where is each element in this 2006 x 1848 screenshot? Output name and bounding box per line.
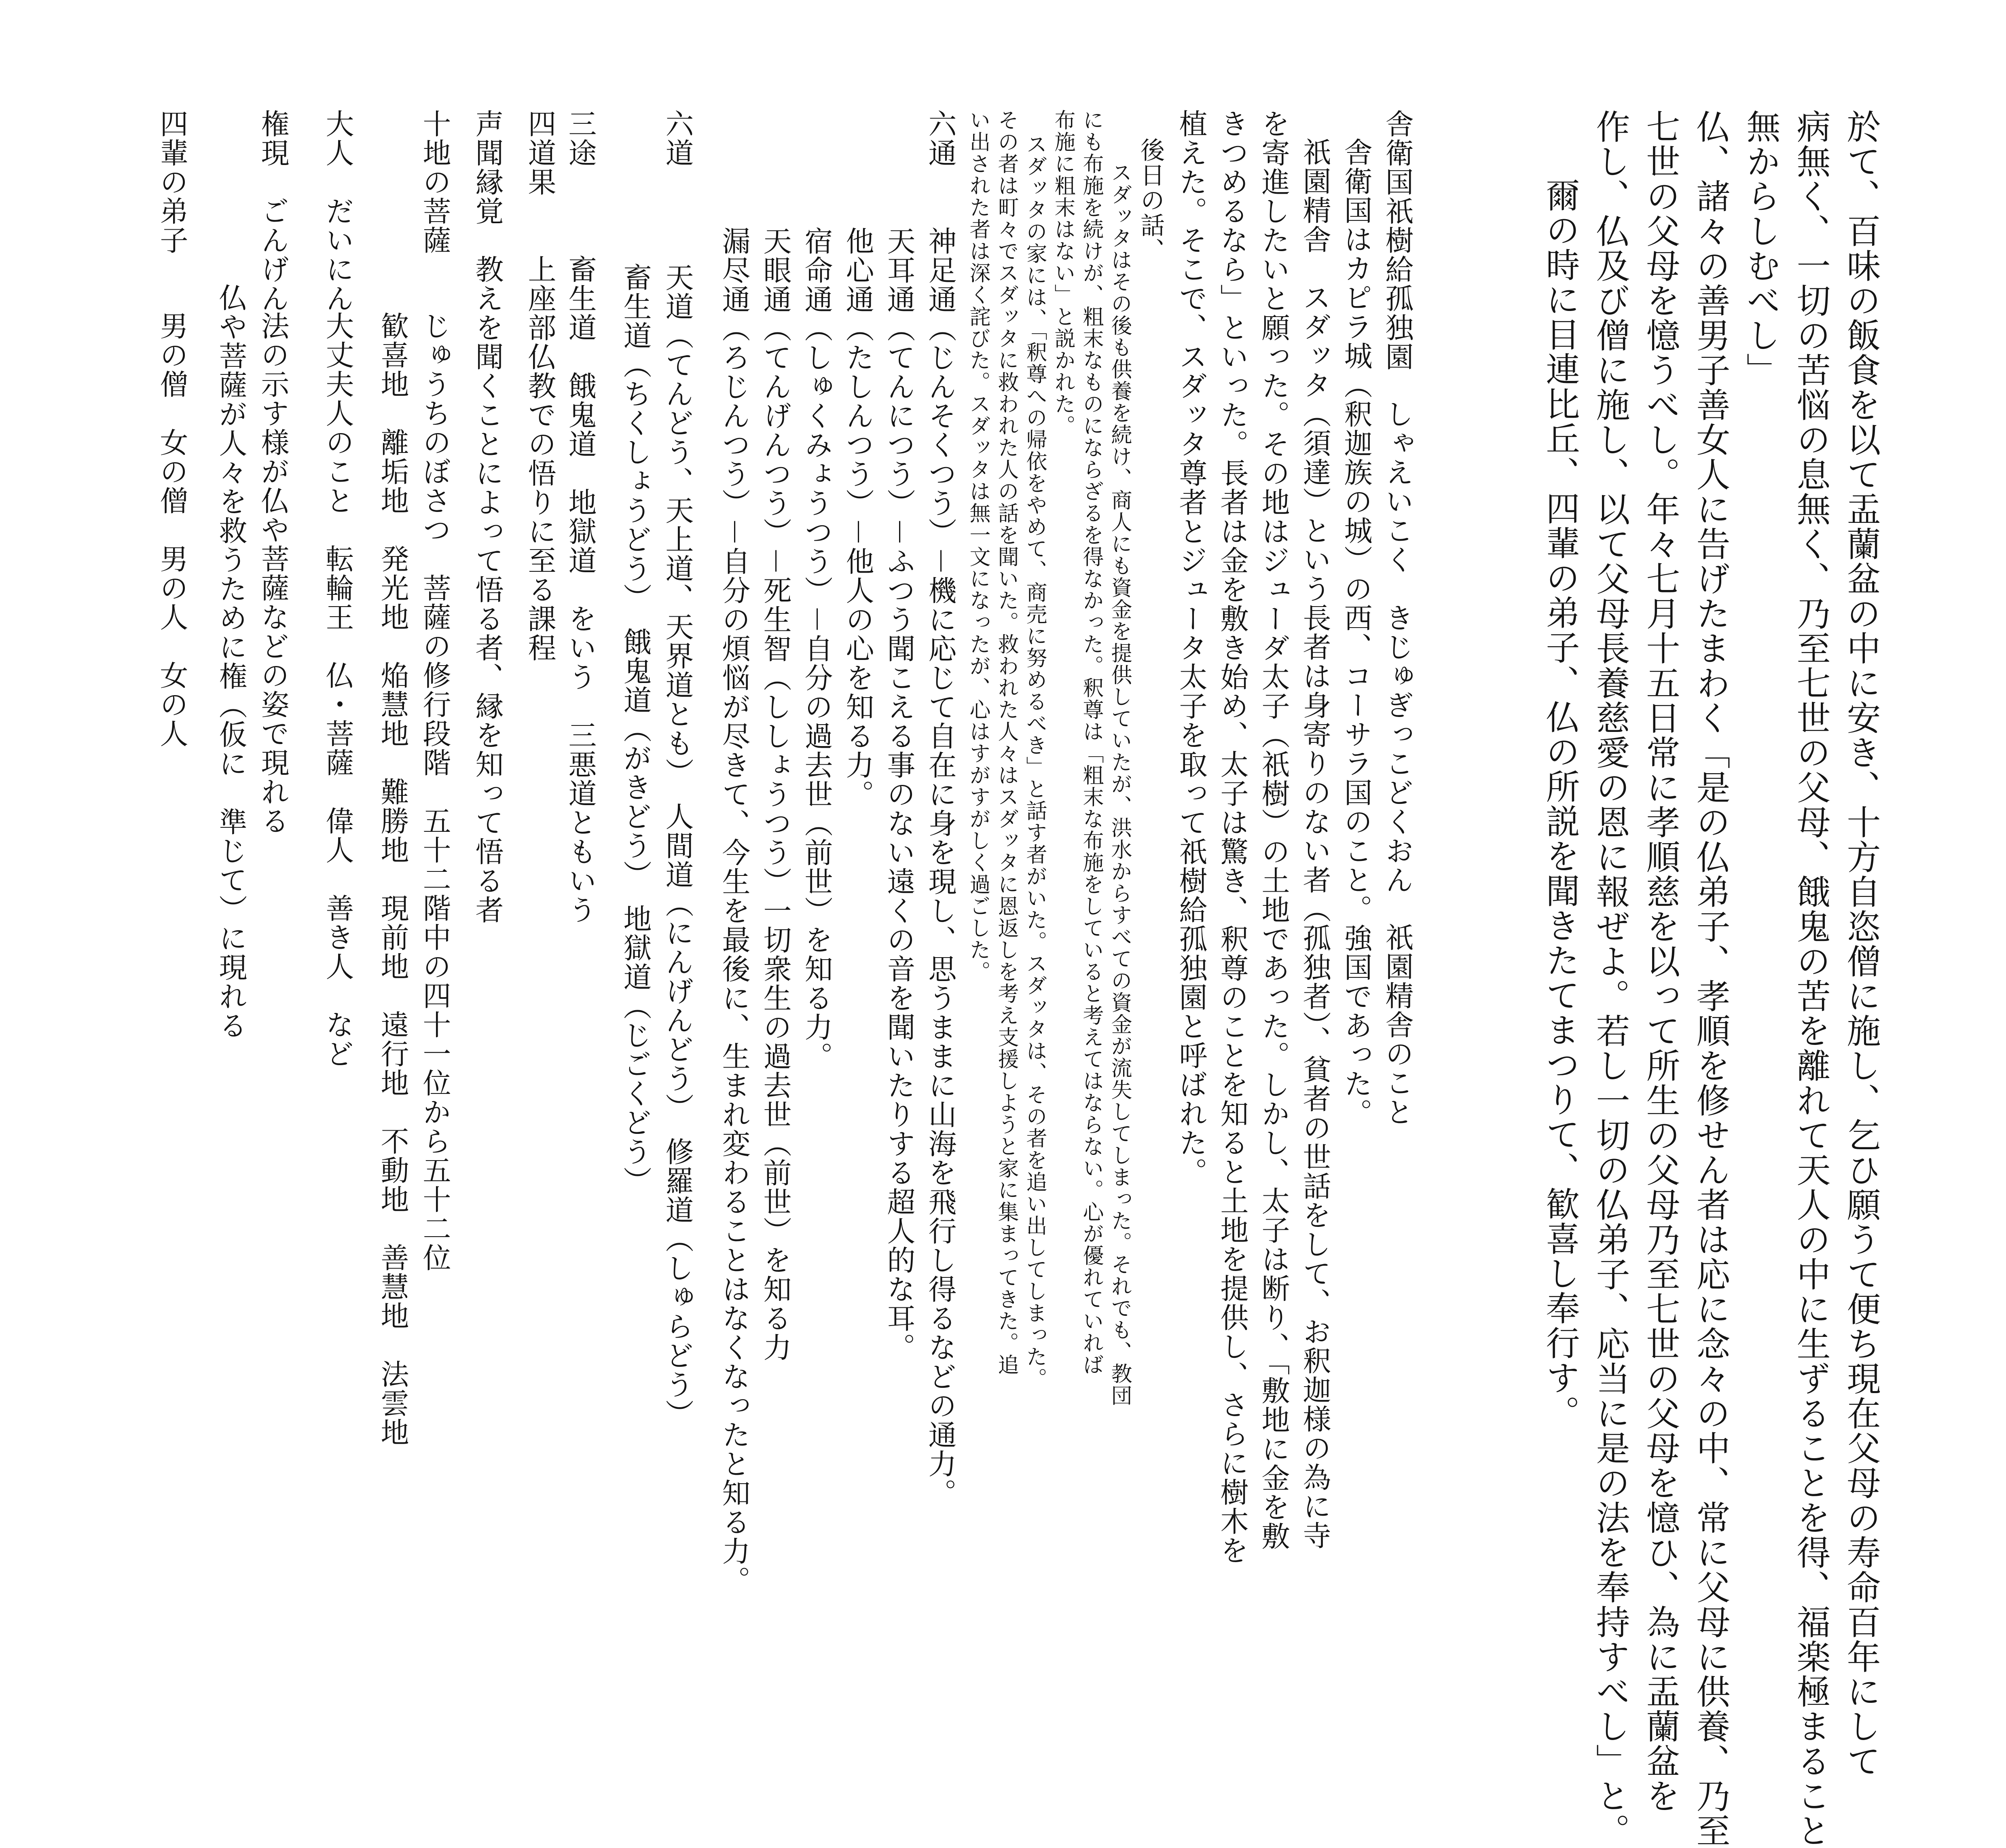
jetavana-line-1: 舎衛国はカピラ城（釈迦族の城）の西、コーサラ国のこと。強国であった。 [1339,137,1373,1127]
two-vehicles-line: 教えを聞くことによって悟る者、縁を知って悟る者 [471,255,504,924]
manifestation-line-2: 仏や菩薩が人々を救うために権（仮に 準じて）に現れる [214,283,248,1040]
two-vehicles-term: 声聞縁覚 [471,109,504,226]
sutra-line-2: 病無く、一切の苦悩の息無く、乃至七世の父母、餓鬼の苦を離れて天人の中に生ずることを得、福楽極まること [1791,109,1831,1848]
jetavana-line-3: を寄進したいと願った。その地はジューダ太子（祇樹）の土地であった。しかし、太子は断り、「敷地に金を敷 [1257,109,1290,1551]
later-story-line-1: スダッタはその後も供養を続け、商人にも資金を提供していたが、洪水からすべての資金が流失してしまった。それでも、教団 [1107,162,1132,1406]
sutra-line-6: 作し、仏及び僧に施し、以て父母長養慈愛の恩に報ぜよ。若し一切の仏弟子、応当に是の法を奉持すべし」と。 [1591,109,1630,1848]
sutra-line-3: 無からしむべし」 [1741,109,1781,387]
glossary-summary: 祇園精舎のこと [1381,923,1414,1127]
six-paths-term: 六道 [661,109,694,167]
jetavana-heading [1381,109,1414,1127]
glossary-reading: しゃえいこく きじゅぎっこどくおん [1381,400,1414,894]
six-paths-line-2: 畜生道（ちくしょうどう） 餓鬼道（がきどう） 地獄道（じごくどう） [619,263,652,1195]
six-paths-line-1: 天道（てんどう、天上道、天界道とも） 人間道（にんげんどう） 修羅道（しゅらどう） [661,263,694,1428]
six-powers-line-5: 天眼通（てんげんつう）－死生智（ししょうつう）一切衆生の過去世（前世）を知る力 [759,226,792,1362]
jetavana-line-2: 祇園精舎 スダッタ（須達）という長者は身寄りのない者（孤独者）、貧者の世話をして、お釈迦様の為に寺 [1298,137,1331,1550]
ten-stages-term: 十地の菩薩 [418,109,451,255]
later-story-line-6: い出された者は深く詫びた。スダッタは無一文になったが、心はすがすがしく過ごした。 [966,109,990,983]
ten-stages-line: じゅうちのぼさつ 菩薩の修行段階 五十二階中の四十一位から五十二位 [418,311,451,1272]
great-person-term: 大人 だいにん [321,109,354,313]
sutra-line-1: 於て、百味の飯食を以て盂蘭盆の中に安き、十方自恣僧に施し、乞ひ願うて便ち現在父母の寿命百年にして [1841,109,1881,1778]
great-person-line: 大丈夫人のこと 転輪王 仏・菩薩 偉人 善き人 など [321,311,354,1068]
four-fruits-term: 四道果 [523,109,557,197]
six-powers-line-1: 神足通（じんそくつう）－機に応じて自在に身を現し、思うままに山海を飛行し得るなどの通力。 [924,226,957,1508]
later-story-title: 後日の話、 [1136,137,1165,263]
jetavana-line-4: きつめるなら」といった。長者は金を敷き始め、太子は驚き、釈尊のことを知ると土地を提供し、さらに樹木を [1216,109,1249,1565]
sutra-line-5: 七世の父母を憶うべし。年々七月十五日常に孝順慈を以って所生の父母乃至七世の父母を憶ひ、為に盂蘭盆を [1641,109,1680,1813]
three-paths-line: 畜生道 餓鬼道 地獄道 をいう 三悪道ともいう [564,255,597,924]
glossary-term: 舎衛国祇樹給孤独園 [1381,109,1414,371]
later-story-line-3: 布施に粗末はない」と説かれた。 [1051,109,1075,437]
six-powers-line-2: 天耳通（てんにつう）－ふつう聞こえる事のない遠くの音を聞いたりする超人的な耳。 [882,226,916,1362]
sutra-line-7: 爾の時に目連比丘、四輩の弟子、仏の所説を聞きたてまつりて、歓喜し奉行す。 [1540,178,1580,1430]
six-powers-line-4: 宿命通（しゅくみょうつう）－自分の過去世（前世）を知る力。 [800,226,833,1071]
sutra-line-4: 仏、諸々の善男子善女人に告げたまわく「是の仏弟子、孝順を修せん者は応に念々の中、常に父母に供養、乃至 [1691,109,1731,1848]
later-story-line-5: その者は町々でスダッタに救われた人の話を聞いた。救われた人々はスダッタに恩返しを考え支援しようと家に集まってきた。追 [994,109,1018,1376]
later-story-line-2: にも布施を続けが、粗末なものにならざるを得なかった。釈尊は「粗末な布施をしていると考えてはならない。心が優れていれば [1079,109,1103,1376]
manifestation-line-1: 法の示す様が仏や菩薩などの姿で現れる [256,311,290,835]
ten-stages-list: 歓喜地 離垢地 発光地 焔慧地 難勝地 現前地 遠行地 不動地 善慧地 法雲地 [376,311,409,1447]
six-powers-line-3: 他心通（たしんつう）－他人の心を知る力。 [841,226,874,809]
jetavana-line-5: 植えた。そこで、スダッタ尊者とジュータ太子を取って祇樹給孤独園と呼ばれた。 [1174,109,1208,1186]
three-paths-term: 三途 [564,109,597,167]
four-assemblies-line: 男の僧 女の僧 男の人 女の人 [155,311,188,748]
manifestation-term: 権現 ごんげん [256,109,290,313]
four-fruits-line: 上座部仏教での悟りに至る課程 [523,255,557,662]
four-assemblies-term: 四輩の弟子 [155,109,188,255]
six-powers-line-6: 漏尽通（ろじんつう）－自分の煩悩が尽きて、今生を最後に、生まれ変わることはなくなったと知る力。 [717,226,751,1595]
later-story-line-4: スダッタの家には、「釈尊への帰依をやめて、商売に努めるべき」と話す者がいた。スダッタは、その者を追い出してしまった。 [1022,133,1047,1389]
six-powers-term: 六通 [924,109,957,167]
